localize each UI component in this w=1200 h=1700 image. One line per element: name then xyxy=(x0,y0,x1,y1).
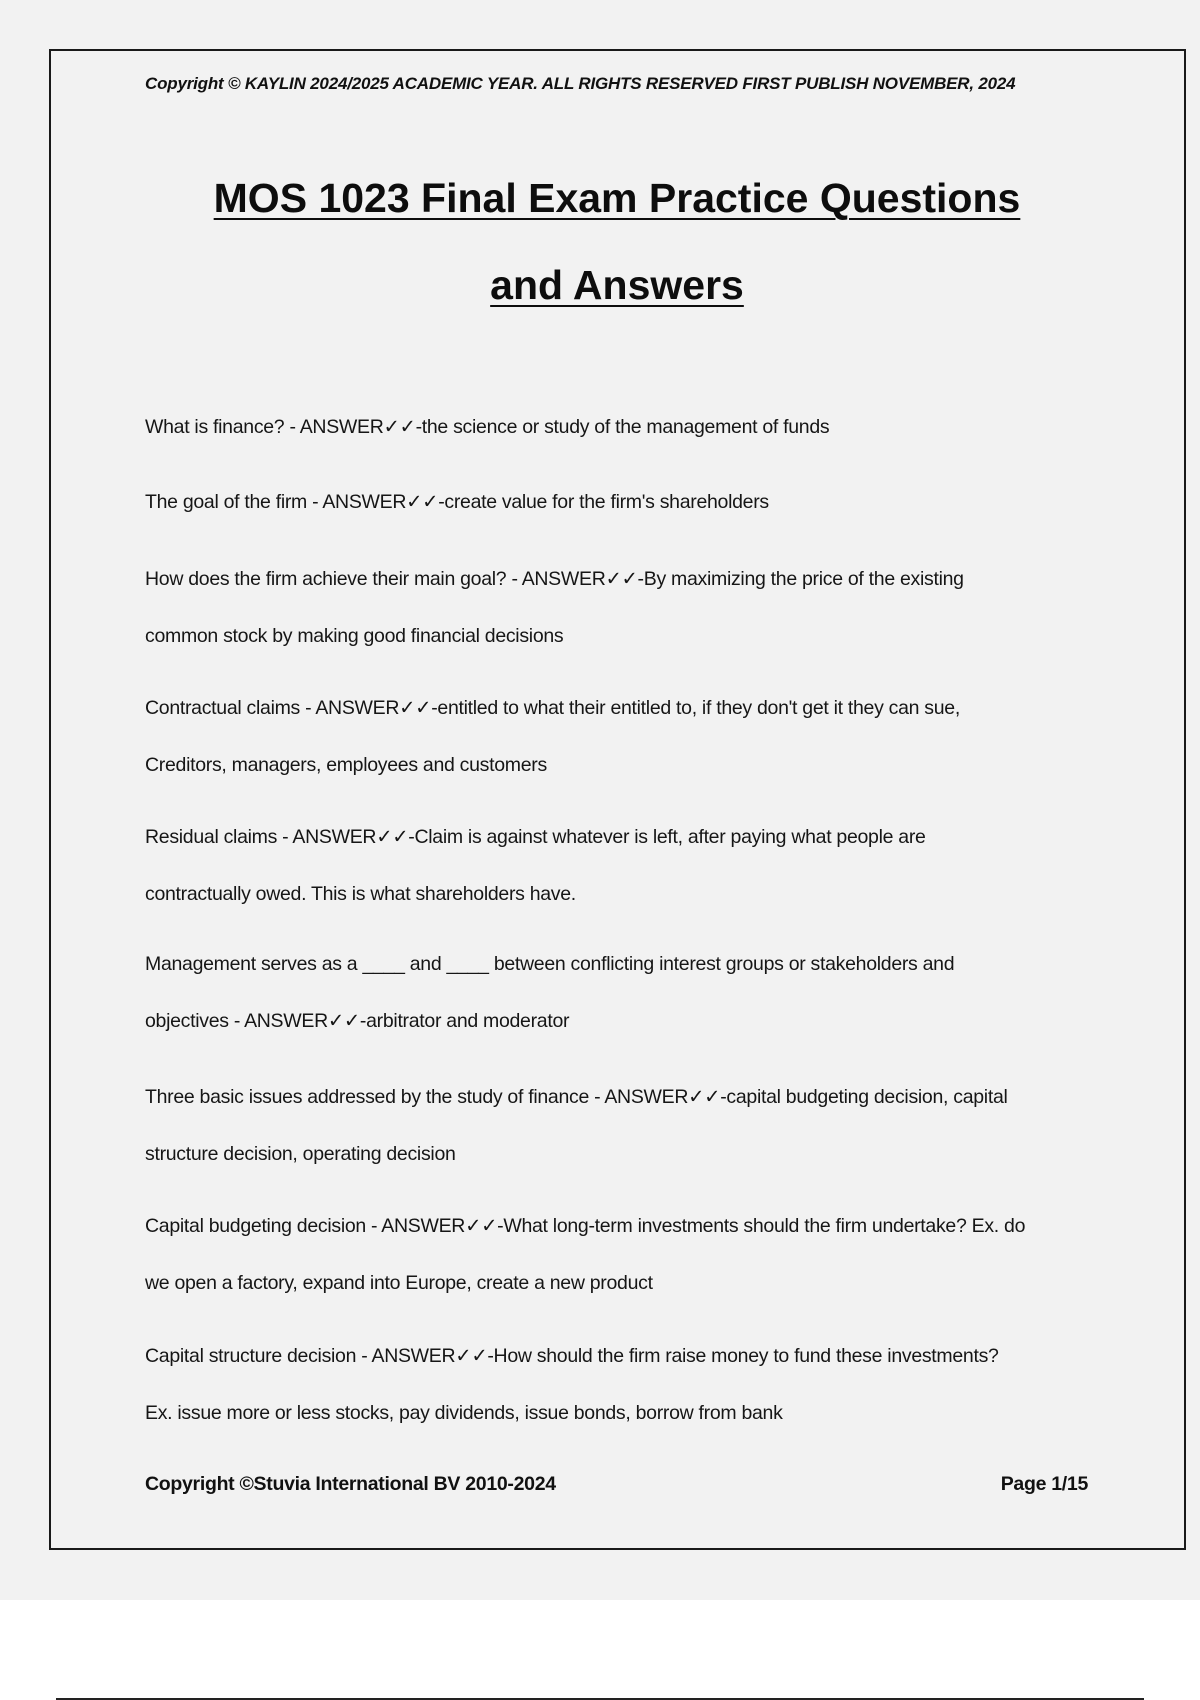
qa-item-2 xyxy=(145,474,1105,531)
document-title-line-2: and Answers xyxy=(490,262,744,308)
qa-item-text: Capital budgeting decision - ANSWER✓✓-What long-term investments should the firm undertake? Ex. do xyxy=(145,1215,1026,1237)
page-number: Page 1/15 xyxy=(1000,1473,1088,1495)
qa-item-8 xyxy=(145,1198,1105,1312)
qa-item-text: Management serves as a ____ and ____ between conflicting interest groups or stakeholders and xyxy=(145,953,955,975)
document-title-line-1: MOS 1023 Final Exam Practice Questions xyxy=(213,175,1021,221)
qa-item-text: Residual claims - ANSWER✓✓-Claim is against whatever is left, after paying what people are xyxy=(145,826,926,848)
qa-item-text: The goal of the firm - ANSWER✓✓-create value for the firm's shareholders xyxy=(145,491,769,513)
qa-item-text: objectives - ANSWER✓✓-arbitrator and moderator xyxy=(145,1010,570,1032)
qa-item-text: Creditors, managers, employees and customers xyxy=(145,754,547,776)
header-copyright: Copyright © KAYLIN 2024/2025 ACADEMIC YEAR. ALL RIGHTS RESERVED FIRST PUBLISH NOVEMBER, 2024 xyxy=(145,74,1016,93)
qa-item-1 xyxy=(145,399,1105,456)
qa-item-6 xyxy=(145,936,1105,1050)
qa-item-7 xyxy=(145,1069,1105,1183)
qa-item-text: What is finance? - ANSWER✓✓-the science or study of the management of funds xyxy=(145,416,830,438)
qa-item-text: structure decision, operating decision xyxy=(145,1143,456,1165)
qa-item-3 xyxy=(145,551,1105,665)
qa-item-text: Contractual claims - ANSWER✓✓-entitled to what their entitled to, if they don't get it they can sue, xyxy=(145,697,960,719)
qa-item-9 xyxy=(145,1328,1105,1442)
qa-item-text: How does the firm achieve their main goal? - ANSWER✓✓-By maximizing the price of the existing xyxy=(145,568,964,590)
qa-item-text: we open a factory, expand into Europe, create a new product xyxy=(145,1272,653,1294)
qa-item-5 xyxy=(145,809,1105,923)
qa-item-text: Three basic issues addressed by the study of finance - ANSWER✓✓-capital budgeting decision, capital xyxy=(145,1086,1008,1108)
qa-item-text: contractually owed. This is what shareholders have. xyxy=(145,883,576,905)
qa-item-text: Capital structure decision - ANSWER✓✓-How should the firm raise money to fund these investments? xyxy=(145,1345,999,1367)
qa-item-4 xyxy=(145,680,1105,794)
qa-item-text: common stock by making good financial decisions xyxy=(145,625,564,647)
qa-item-text: Ex. issue more or less stocks, pay dividends, issue bonds, borrow from bank xyxy=(145,1402,783,1424)
footer-copyright: Copyright ©Stuvia International BV 2010-2024 xyxy=(145,1473,556,1495)
